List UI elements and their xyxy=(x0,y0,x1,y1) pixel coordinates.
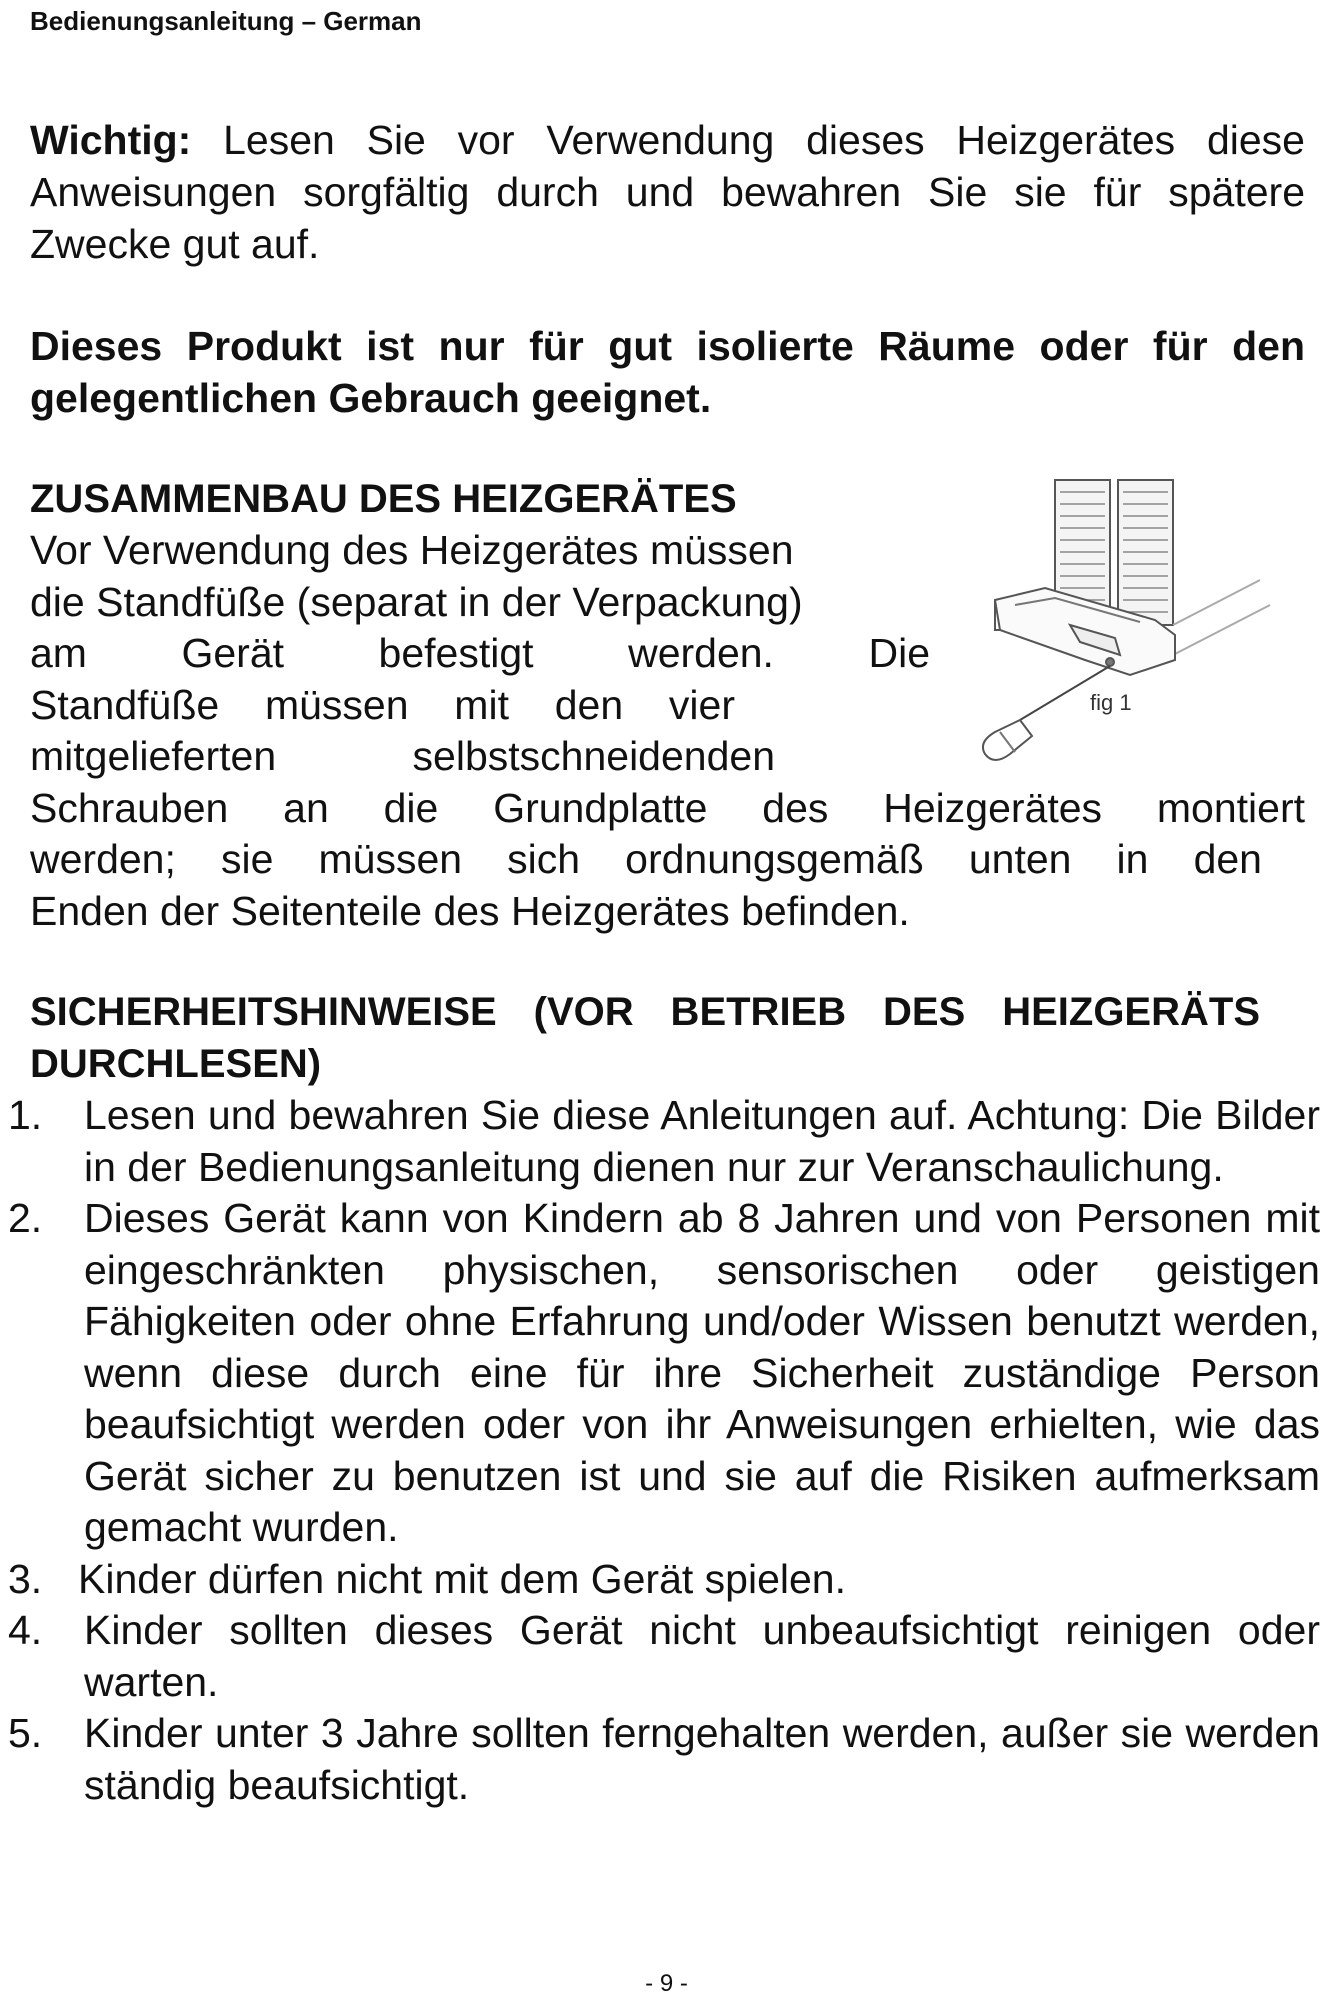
list-item-text: Dieses Gerät kann von Kindern ab 8 Jahren und von Personen mit eingeschränkten physischen, sensorischen oder geistigen Fähigkeiten oder ohne Erfahrung und/oder Wissen benutzt werden, wenn diese durch eine für ihre Sicherheit zuständige Person beaufsichtigt werden oder von ihr Anweisungen erhielten, wie das Gerät sicher zu benutzen ist und sie auf die Risiken aufmerksam gemacht wurden. xyxy=(84,1195,1320,1550)
list-item-text: Kinder unter 3 Jahre sollten ferngehalten werden, außer sie werden ständig beaufsichtigt. xyxy=(84,1710,1320,1808)
list-item-text: Lesen und bewahren Sie diese Anleitungen auf. Achtung: Die Bilder in der Bedienungsanleitung dienen nur zur Veranschaulichung. xyxy=(84,1092,1320,1190)
page-number: - 9 - xyxy=(645,1970,688,1997)
assembly-line: Vor Verwendung des Heizgerätes müssen xyxy=(30,527,794,573)
list-item xyxy=(0,1554,1320,1606)
list-item-number: 3. xyxy=(8,1555,43,1602)
safety-title xyxy=(30,986,1260,1090)
product-notice: Dieses Produkt ist nur für gut isolierte Räume oder für den gelegentlichen Gebrauch geeignet. xyxy=(30,323,1305,421)
list-item-text: Kinder sollten dieses Gerät nicht unbeaufsichtigt reinigen oder warten. xyxy=(84,1607,1320,1705)
list-item-number: 5. xyxy=(8,1710,43,1756)
assembly-title: ZUSAMMENBAU DES HEIZGERÄTES xyxy=(30,477,737,521)
document-header: Bedienungsanleitung – German xyxy=(30,6,422,36)
list-item-number: 1. xyxy=(8,1092,43,1138)
assembly-line: mitgelieferten selbstschneidenden xyxy=(30,733,775,779)
assembly-line: Enden der Seitenteile des Heizgerätes befinden. xyxy=(30,887,910,934)
list-item xyxy=(0,1708,1320,1811)
important-text: Lesen Sie vor Verwendung dieses Heizgerätes diese Anweisungen sorgfältig durch und bewahren Sie sie für spätere Zwecke gut auf. xyxy=(30,117,1305,267)
assembly-figure xyxy=(940,470,1280,770)
list-item xyxy=(0,1090,1320,1193)
assembly-line: werden; sie müssen sich ordnungsgemäß unten in den xyxy=(30,836,1262,882)
list-item xyxy=(0,1605,1320,1708)
list-item xyxy=(0,1193,1320,1554)
safety-title-line: SICHERHEITSHINWEISE (VOR BETRIEB DES HEIZGERÄTS xyxy=(30,990,1260,1034)
list-item-number: 2. xyxy=(8,1195,43,1241)
list-item-number: 4. xyxy=(8,1607,43,1653)
assembly-line: Schrauben an die Grundplatte des Heizgerätes montiert xyxy=(30,784,1305,831)
assembly-line: die Standfüße (separat in der Verpackung) xyxy=(30,578,803,625)
important-notice xyxy=(30,114,1305,270)
safety-title-line: DURCHLESEN) xyxy=(30,1042,322,1086)
assembly-line: Standfüße müssen mit den vier xyxy=(30,681,735,728)
safety-list xyxy=(0,1090,1320,1811)
important-label: Wichtig: xyxy=(30,117,192,163)
figure-label: fig 1 xyxy=(1090,690,1132,715)
list-item-text: Kinder dürfen nicht mit dem Gerät spielen. xyxy=(78,1555,846,1602)
assembly-line: am Gerät befestigt werden. Die xyxy=(30,630,930,676)
